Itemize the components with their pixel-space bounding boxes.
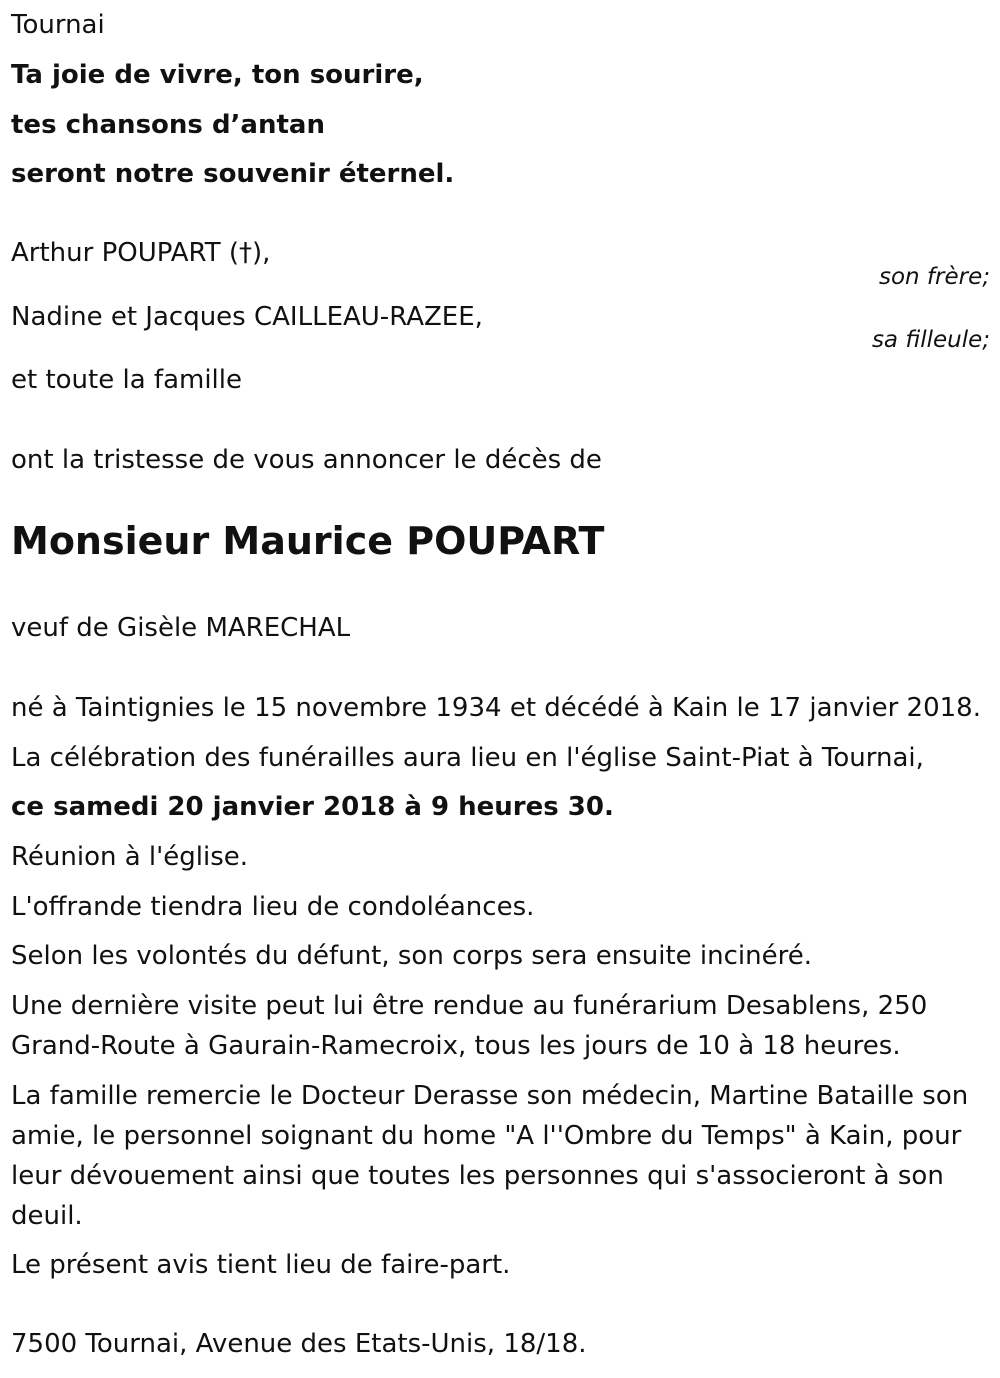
address-line: 7500 Tournai, Avenue des Etats-Unis, 18/18. (11, 1329, 587, 1359)
notice-line: Le présent avis tient lieu de faire-part. (11, 1250, 511, 1280)
cremation-line: Selon les volontés du défunt, son corps sera ensuite incinéré. (11, 941, 812, 971)
thanks-paragraph: La famille remercie le Docteur Derasse son médecin, Martine Bataille son amie, le personnel soignant du home "A l''Ombre du Temps" à Kain, pour leur dévouement ainsi que toutes les personnes qui s'associeront à son deuil. (11, 1081, 969, 1231)
ceremony-line: La célébration des funérailles aura lieu en l'église Saint-Piat à Tournai, (11, 743, 924, 773)
family-member-name: et toute la famille (11, 365, 242, 395)
family-member-name: Arthur POUPART (†), (11, 238, 271, 268)
offering-line: L'offrande tiendra lieu de condoléances. (11, 892, 535, 922)
deceased-name: Monsieur Maurice POUPART (11, 519, 605, 563)
spouse-line: veuf de Gisèle MARECHAL (11, 613, 351, 643)
poem-line: tes chansons d’antan (11, 110, 325, 140)
poem-line: seront notre souvenir éternel. (11, 159, 455, 189)
family-member-relation: son frère; (878, 264, 990, 290)
family-member-relation: sa filleule; (871, 327, 990, 353)
poem-line: Ta joie de vivre, ton sourire, (11, 60, 424, 90)
announcement: ont la tristesse de vous annoncer le décès de (11, 445, 602, 475)
birth-death-line: né à Taintignies le 15 novembre 1934 et décédé à Kain le 17 janvier 2018. (11, 693, 981, 723)
visit-paragraph: Une dernière visite peut lui être rendue au funérarium Desablens, 250 Grand-Route à Gaurain-Ramecroix, tous les jours de 10 à 18 heures. (11, 991, 928, 1061)
header-city: Tournai (11, 10, 105, 40)
meeting-line: Réunion à l'église. (11, 842, 249, 872)
ceremony-date: ce samedi 20 janvier 2018 à 9 heures 30. (11, 792, 614, 822)
family-member-name: Nadine et Jacques CAILLEAU-RAZEE, (11, 302, 483, 332)
